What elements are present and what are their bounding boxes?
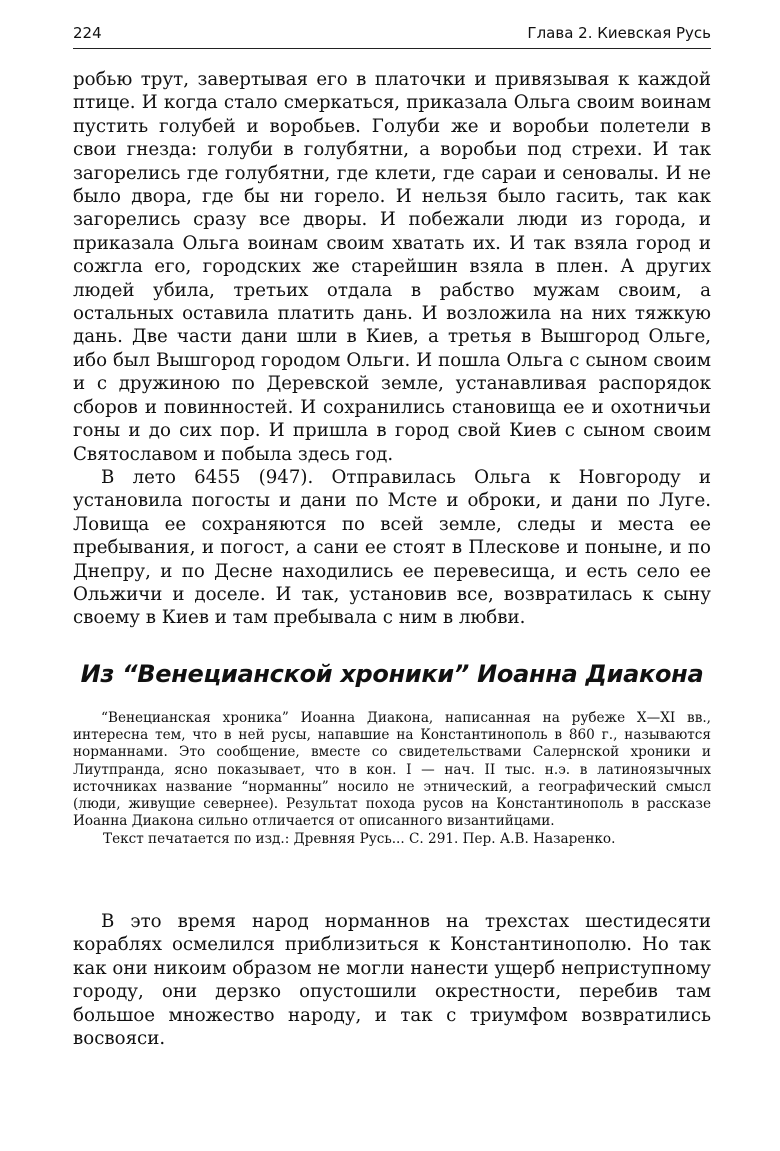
section-intro (73, 710, 711, 849)
chapter-title: Глава 2. Киевская Русь (527, 24, 711, 42)
intro-paragraph: “Венецианская хроника” Иоанна Диакона, написанная на рубеже X—XI вв., интересна тем, что в ней русы, напавшие на Константинополь в 860 г., называются норманнами. Это сообщение, вместе со свидетельствами Салернской хроники и Лиутпранда, ясно показывает, что в кон. I — нач. II тыс. н.э. в латиноязычных источниках название “норманны” носило не этнический, а географический смысл (люди, живущие севернее). Результат похода русов на Константинополь в рассказе Иоанна Диакона сильно отличается от описанного византийцами. (73, 710, 711, 830)
section-text (73, 910, 711, 1050)
main-text (73, 68, 711, 630)
paragraph: В это время народ норманнов на трехстах шестидесяти кораблях осмелился приблизиться к Константинополю. Но так как они никоим образом не могли нанести ущерб неприступному городу, они дерзко опустошили окрестности, перебив там большое множество народу, и так с триумфом возвратились восвояси. (73, 911, 711, 1050)
page-number: 224 (73, 24, 102, 42)
paragraph: В лето 6455 (947). Отправилась Ольга к Новгороду и установила погосты и дани по Мсте и оброки, и дани по Луге. Ловища ее сохраняются по всей земле, следы и места ее пребывания, и погост, а сани ее стоят в Плескове и поныне, и по Днепру, и по Десне находились ее перевесища, и есть село ее Ольжичи и доселе. И так, установив все, возвратилась к сыну своему в Киев и там пребывала с ним в любви. (73, 466, 711, 629)
running-header (73, 22, 711, 49)
source-note: Текст печатается по изд.: Древняя Русь... С. 291. Пер. А.В. Назаренко. (103, 831, 616, 848)
section-heading: Из “Венецианской хроники” Иоанна Диакона (80, 660, 704, 688)
paragraph: робью трут, завертывая его в платочки и привязывая к каждой птице. И когда стало смеркаться, приказала Ольга своим воинам пустить голубей и воробьев. Голуби же и воробьи полетели в свои гнезда: голуби в голубятни, а воробьи под стрехи. И так загорелись где голубятни, где клети, где сараи и сеновалы. И не было двора, где бы ни горело. И нельзя было гасить, так как загорелись сразу все дворы. И побежали люди из города, и приказала Ольга воинам своим хватать их. И так взяла город и сожгла его, городских же старейшин взяла в плен. А других людей убила, третьих отдала в рабство мужам своим, а остальных оставила платить дань. И возложила на них тяжкую дань. Две части дани шли в Киев, а третья в Вышгород Ольге, ибо был Вышгород городом Ольги. И пошла Ольга с сыном своим и с дружиною по Деревской земле, устанавливая распорядок сборов и повинностей. И сохранились становища ее и охотничьи гоны и до сих пор. И пришла в город свой Киев с сыном своим Святославом и побыла здесь год. (73, 69, 711, 465)
